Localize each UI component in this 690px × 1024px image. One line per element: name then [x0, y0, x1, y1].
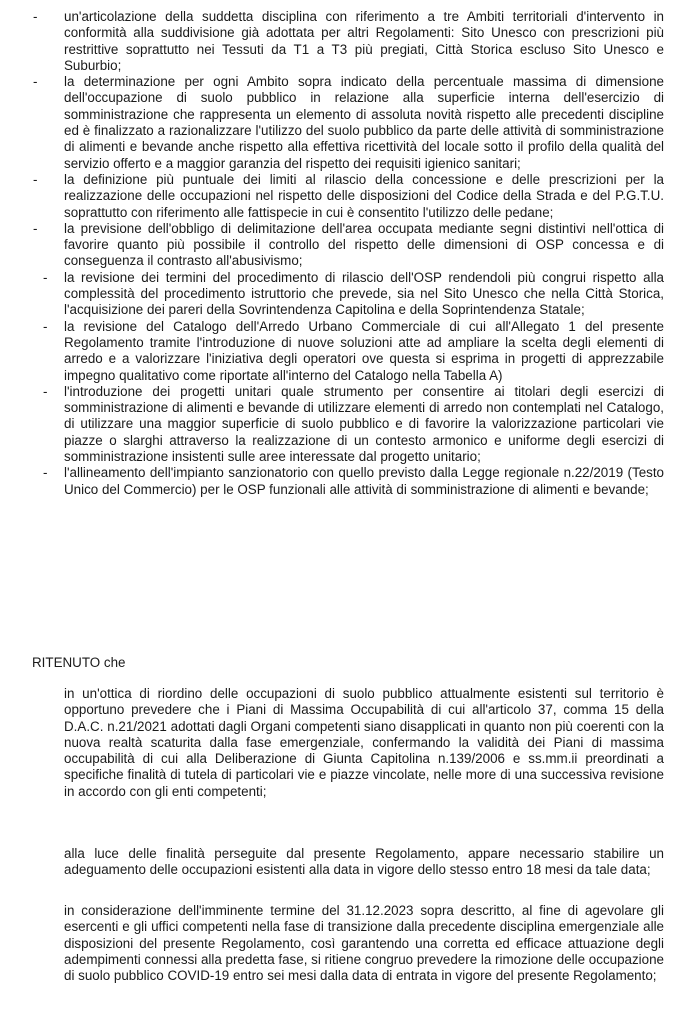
bullet-dash: -	[33, 74, 38, 90]
bullet-list	[0, 9, 664, 498]
bullet-text: l'introduzione dei progetti unitari quale strumento per consentire ai titolari degli esercizi di somministrazione di alimenti e bevande di utilizzare elementi di arredo non contemplati nel Catalogo, di utilizzare una maggior superficie di suolo pubblico e di favorire la valorizzazione particolari vie piazze o slarghi attraverso la realizzazione di un contesto armonico e uniforme degli esercizi di somministrazione insistenti sulle aree interessate dal progetto unitario;	[64, 383, 664, 465]
bullet-item	[0, 172, 664, 221]
paragraph: in considerazione dell'imminente termine del 31.12.2023 sopra descritto, al fine di agevolare gli esercenti e gli uffici competenti nella fase di transizione dalla precedente disciplina emergenziale alle disposizioni del presente Regolamento, così garantendo una corretta ed efficace attuazione degli adempimenti connessi alla predetta fase, si ritiene congruo prevedere la rimozione delle occupazione di suolo pubblico COVID-19 entro sei mesi dalla data di entrata in vigore del presente Regolamento;	[64, 903, 664, 984]
bullet-dash: -	[33, 171, 38, 187]
section-heading: RITENUTO che	[32, 655, 126, 670]
bullet-text: l'allineamento dell'impianto sanzionatorio con quello previsto dalla Legge regionale n.22/2019 (Testo Unico del Commercio) per le OSP funzionali alle attività di somministrazione di alimenti e bevande;	[64, 465, 664, 497]
bullet-item	[0, 270, 664, 319]
bullet-dash: -	[33, 9, 38, 24]
bullet-text: la definizione più puntuale dei limiti al rilascio della concessione e delle prescrizioni per la realizzazione delle occupazioni nel rispetto delle disposizioni del Codice della Strada e del P.G.T.U. soprattutto con riferimento alle fattispecie in cui è consentito l'utilizzo delle pedane;	[64, 171, 664, 220]
bullet-dash: -	[43, 383, 48, 399]
bullet-text: la determinazione per ogni Ambito sopra indicato della percentuale massima di dimensione dell'occupazione di suolo pubblico in relazione alla superficie interna dell'esercizio di somministrazione che rappresenta un elemento di assoluta novità rispetto alle precedenti discipline ed è finalizzato a razionalizzare l'utilizzo del suolo pubblico da parte delle attività di somministrazione di alimenti e bevande anche rispetto alla effettiva ricettività del locale sotto il profilo della qualità del servizio offerto e a maggior garanzia del rispetto dei requisiti igienico sanitari;	[64, 74, 664, 171]
bullet-item	[0, 9, 664, 74]
bullet-text: un'articolazione della suddetta disciplina con riferimento a tre Ambiti territoriali d'intervento in conformità alla suddivisione già adottata per altri Regolamenti: Sito Unesco con prescrizioni più restrittive soprattutto nei Tessuti da T1 a T3 più pregiati, Città Storica escluso Sito Unesco e Suburbio;	[64, 9, 664, 73]
bullet-item	[0, 465, 664, 498]
bullet-text: la revisione del Catalogo dell'Arredo Urbano Commerciale di cui all'Allegato 1 del presente Regolamento tramite l'introduzione di nuove soluzioni atte ad ampliare la scelta degli elementi di arredo e a valorizzare l'iniziativa degli operatori ove questa si esprima in progetti di apprezzabile impegno qualitativo come riportate all'interno del Catalogo nella Tabella A)	[64, 318, 664, 383]
bullet-text: la previsione dell'obbligo di delimitazione dell'area occupata mediante segni distintivi nell'ottica di favorire quanto più possibile il controllo del rispetto delle dimensioni di OSP concessa e di conseguenza il contrasto all'abusivismo;	[64, 220, 664, 269]
bullet-item	[0, 74, 664, 172]
paragraph: alla luce delle finalità perseguite dal presente Regolamento, appare necessario stabilire un adeguamento delle occupazioni esistenti alla data in vigore dello stesso entro 18 mesi da tale data;	[64, 846, 664, 878]
bullet-item	[0, 384, 664, 465]
bullet-dash: -	[33, 220, 38, 236]
bullet-text: la revisione dei termini del procedimento di rilascio dell'OSP rendendoli più congrui rispetto alla complessità del procedimento istruttorio che prevede, sia nel Sito Unesco che nella Città Storica, l'acquisizione dei pareri della Sovrintendenza Capitolina e della Soprintendenza Statale;	[64, 269, 664, 318]
bullet-item	[0, 319, 664, 384]
bullet-dash: -	[43, 465, 48, 481]
bullet-dash: -	[43, 318, 48, 334]
paragraph: in un'ottica di riordino delle occupazioni di suolo pubblico attualmente esistenti sul territorio è opportuno prevedere che i Piani di Massima Occupabilità di cui all'articolo 37, comma 15 della D.A.C. n.21/2021 adottati dagli Organi competenti siano disapplicati in quanto non più coerenti con la nuova realtà scaturita dalla fase emergenziale, confermando la validità dei Piani di massima occupabilità di cui alla Deliberazione di Giunta Capitolina n.139/2006 e ss.mm.ii preordinati a specifiche finalità di tutela di particolari vie e piazze vincolate, nelle more di una successiva revisione in accordo con gli enti competenti;	[64, 686, 664, 799]
bullet-item	[0, 221, 664, 270]
bullet-dash: -	[43, 269, 48, 285]
